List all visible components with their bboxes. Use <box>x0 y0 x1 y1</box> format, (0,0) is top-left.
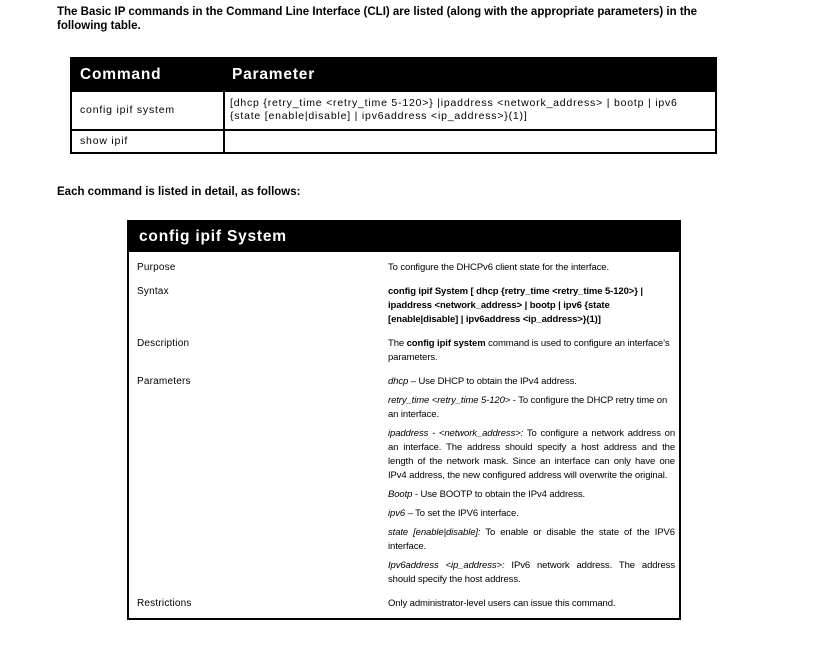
text-segment: – To set the IPV6 interface. <box>405 508 519 519</box>
detail-row-label: Syntax <box>137 286 169 297</box>
command-cell: show ipif <box>72 131 225 152</box>
detail-row-label: Description <box>137 338 190 349</box>
detail-row <box>129 337 679 365</box>
detail-row <box>129 285 679 327</box>
text-segment: - Use BOOTP to obtain the IPv4 address. <box>412 489 586 500</box>
table-row <box>72 129 715 152</box>
detail-row-label: Purpose <box>137 262 176 273</box>
detail-table-body <box>129 252 679 618</box>
detail-row <box>129 597 679 611</box>
text-segment: command is used to configure an interface’s parameters. <box>388 338 670 363</box>
detail-paragraph <box>388 394 675 422</box>
detail-row-value <box>388 597 679 611</box>
text-segment: retry_time <retry_time 5-120> <box>388 395 511 406</box>
parameter-cell <box>225 131 715 152</box>
command-cell: config ipif system <box>72 92 225 129</box>
detail-paragraph <box>388 375 675 389</box>
text-segment: ipv6 <box>388 508 406 519</box>
detail-row-value <box>388 285 679 327</box>
command-detail-table <box>127 220 681 620</box>
text-segment: Bootp <box>388 489 413 500</box>
detail-paragraph <box>388 597 675 611</box>
detail-row-value <box>388 337 679 365</box>
parameter-cell: [dhcp {retry_time <retry_time 5-120>} |ipaddress <network_address> | bootp | ipv6 {state [enable|disable] | ipv6address <ip_address>}(1)] <box>230 97 678 122</box>
detail-paragraph <box>388 427 675 483</box>
text-segment: ipaddress - <network_address>: <box>388 428 524 439</box>
command-column-header: Command <box>80 65 162 83</box>
text-segment: IPv6 network address. The address should specify the host address. <box>388 560 675 585</box>
commands-table <box>70 57 717 154</box>
detail-row-value <box>388 261 679 275</box>
detail-row <box>129 375 679 587</box>
detail-paragraph <box>388 488 675 502</box>
commands-table-body <box>72 90 715 152</box>
detail-paragraph <box>388 337 675 365</box>
text-segment: To configure a network address on an interface. The address should specify a host address and the length of the network mask. Since an interface can only have one IPv4 address, the new configured address will overwrite the original. <box>388 428 675 481</box>
text-segment: – Use DHCP to obtain the IPv4 address. <box>408 376 577 387</box>
text-segment: - To configure the DHCP retry time on an interface. <box>388 395 668 420</box>
parameter-column-header: Parameter <box>232 65 316 83</box>
text-segment: Only administrator-level users can issue this command. <box>388 598 616 609</box>
detail-row-value <box>388 375 679 587</box>
text-segment: dhcp <box>388 376 409 387</box>
detail-row <box>129 261 679 275</box>
text-segment: The <box>388 338 407 349</box>
detail-paragraph <box>388 526 675 554</box>
detail-table-title: config ipif System <box>129 222 679 252</box>
table-row <box>72 90 715 129</box>
detail-paragraph <box>388 559 675 587</box>
text-segment: config ipif System [ dhcp {retry_time <retry_time 5-120>} | ipaddress <network_address> | bootp | ipv6 {state [enable|disable] | ipv6address <ip_address>}(1)] <box>388 286 643 325</box>
commands-table-header-row <box>72 59 715 90</box>
text-segment: config ipif system <box>406 338 486 349</box>
detail-paragraph <box>388 285 675 327</box>
intro-paragraph: The Basic IP commands in the Command Line Interface (CLI) are listed (along with the appropriate parameters) in the following table. <box>57 6 698 32</box>
detail-intro-paragraph: Each command is listed in detail, as follows: <box>57 186 301 198</box>
text-segment: To configure the DHCPv6 client state for the interface. <box>388 262 610 273</box>
text-segment: To enable or disable the state of the IPV6 interface. <box>388 527 675 552</box>
detail-row-label: Parameters <box>137 376 191 387</box>
detail-paragraph <box>388 507 675 521</box>
text-segment: state [enable|disable]: <box>388 527 481 538</box>
text-segment: Ipv6address <ip_address>: <box>388 560 505 571</box>
detail-paragraph <box>388 261 675 275</box>
detail-row-label: Restrictions <box>137 598 192 609</box>
